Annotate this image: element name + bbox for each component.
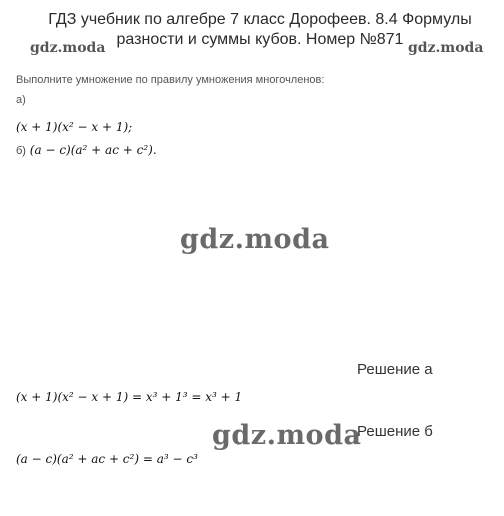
watermark-top-left: gdz.moda [30,40,106,56]
watermark-top-right: gdz.moda [408,40,484,56]
solution-a-expression: (x + 1)(x² − x + 1) = x³ + 1³ = x³ + 1 [16,390,243,404]
watermark-middle: gdz.moda [180,224,330,255]
title-line-2: разности и суммы кубов. Номер №871 [116,31,404,48]
part-b-row [16,143,157,157]
part-a-expression: (x + 1)(x² − x + 1); [16,120,133,134]
part-b-label: б) [16,145,26,157]
title-line-1: ГДЗ учебник по алгебре 7 класс Дорофеев. 8.4 Формулы [48,11,472,28]
solution-b-expression: (a − c)(a² + ac + c²) = a³ − c³ [16,452,198,466]
watermark-bottom: gdz.moda [212,420,362,451]
part-a-label: а) [16,94,26,106]
task-instruction: Выполните умножение по правилу умножения многочленов: [16,74,325,86]
solution-b-label: Решение б [357,423,433,440]
solution-a-label: Решение а [357,361,433,378]
part-b-expression: (a − c)(a² + ac + c²). [29,143,157,157]
